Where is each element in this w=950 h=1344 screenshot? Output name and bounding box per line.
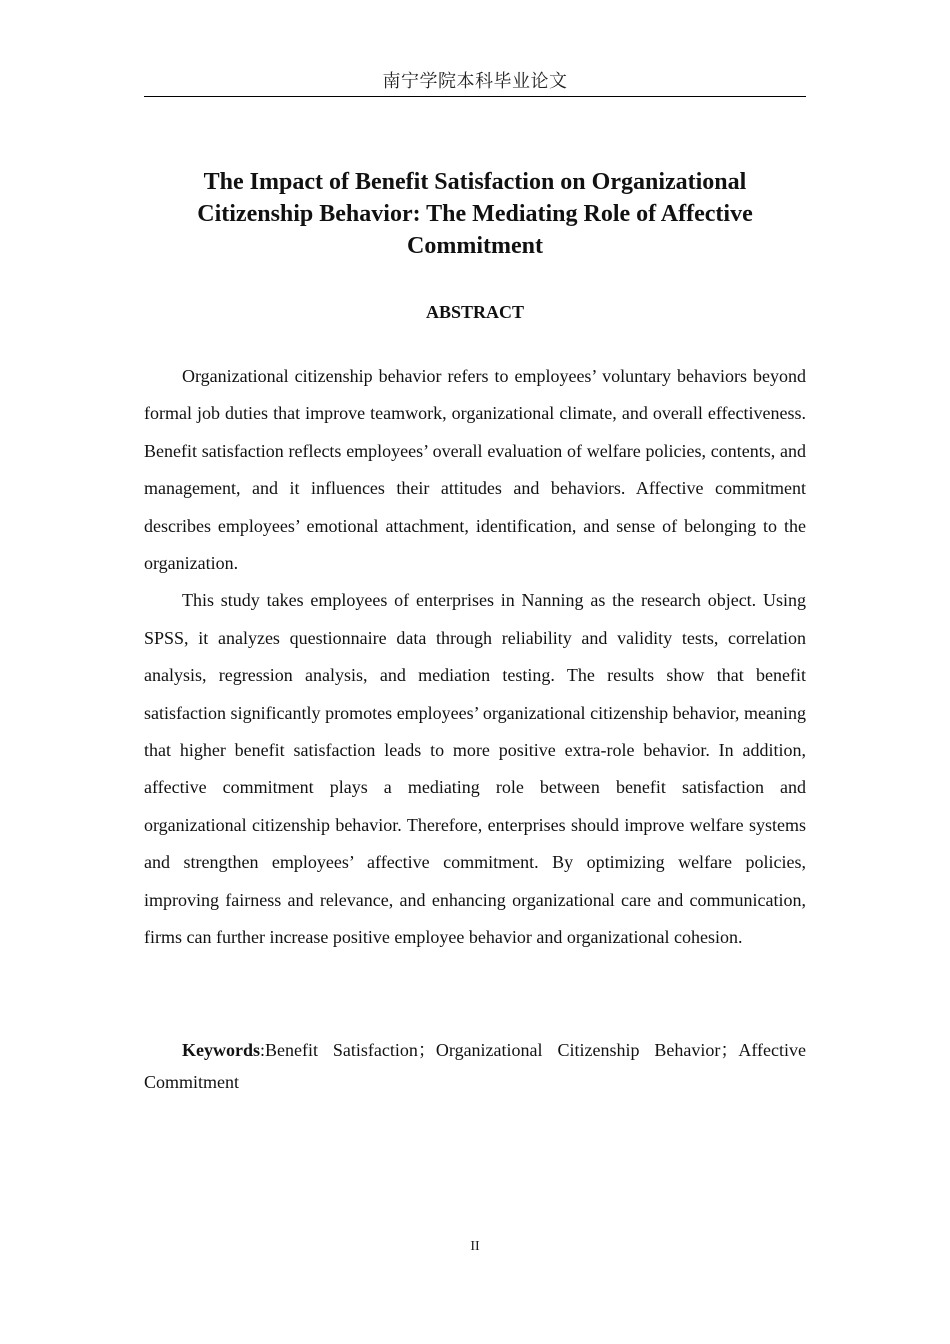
keywords-line — [144, 1034, 806, 1098]
abstract-body — [144, 358, 806, 957]
keywords-label: Keywords — [182, 1040, 260, 1060]
abstract-paragraph-1: Organizational citizenship behavior refers to employees’ voluntary behaviors beyond formal job duties that improve teamwork, organizational climate, and overall effectiveness. Benefit satisfaction reflects employees’ overall evaluation of welfare policies, contents, and management, and it influences their attitudes and behaviors. Affective commitment describes employees’ emotional attachment, identification, and sense of belonging to the organization. — [144, 366, 806, 574]
running-header: 南宁学院本科毕业论文 — [382, 71, 568, 92]
abstract-paragraph-2: This study takes employees of enterprises in Nanning as the research object. Using SPSS, it analyzes questionnaire data through reliability and validity tests, correlation analysis, regression analysis, and mediation testing. The results show that benefit satisfaction significantly promotes employees’ organizational citizenship behavior, meaning that higher benefit satisfaction leads to more positive extra-role behavior. In addition, affective commitment plays a mediating role between benefit satisfaction and organizational citizenship behavior. Therefore, enterprises should improve welfare systems and strengthen employees’ affective commitment. By optimizing welfare policies, improving fairness and relevance, and enhancing organizational care and communication, firms can further increase positive employee behavior and organizational cohesion. — [144, 590, 806, 948]
paper-title: The Impact of Benefit Satisfaction on Organizational Citizenship Behavior: The Mediating Role of Affective Commitment — [197, 169, 753, 259]
abstract-heading: ABSTRACT — [425, 302, 525, 322]
keywords-text: :Benefit Satisfaction；Organizational Citizenship Behavior；Affective Commitment — [144, 1040, 806, 1092]
page-number: II — [470, 1239, 480, 1254]
header-divider — [144, 96, 806, 97]
